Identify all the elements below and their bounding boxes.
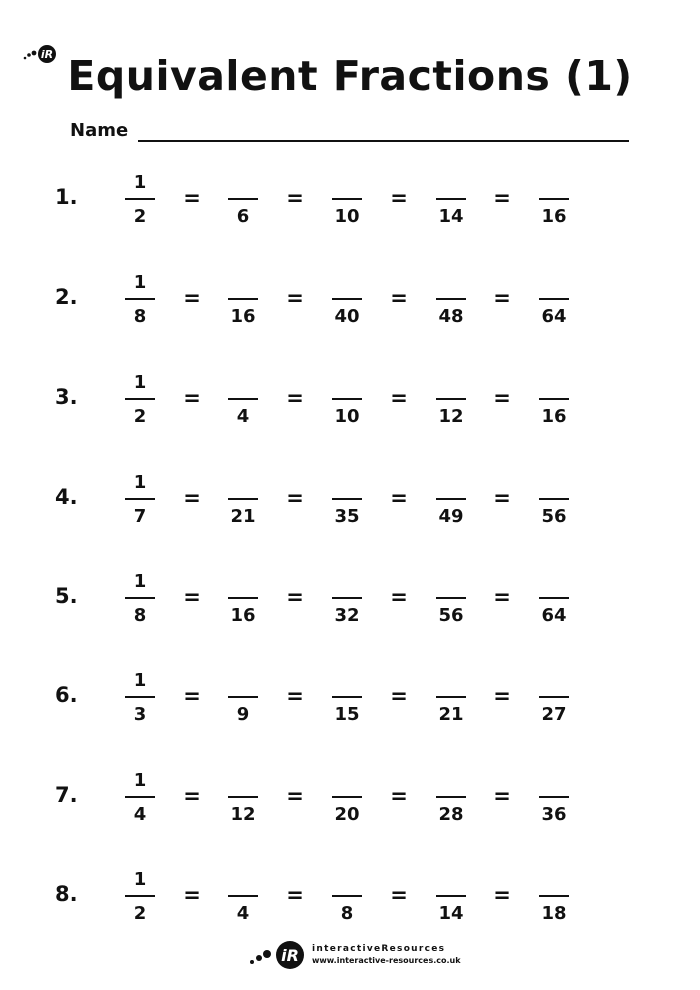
- equals-sign: =: [493, 286, 511, 310]
- denominator: 56: [541, 506, 567, 527]
- denominator: 16: [541, 406, 567, 427]
- fraction-bar: [539, 398, 569, 400]
- blank-fraction: [223, 170, 263, 240]
- fraction-bar: [436, 198, 466, 200]
- fraction-bar: [228, 498, 258, 500]
- problem-number: 4.: [55, 485, 78, 509]
- denominator: 20: [334, 804, 360, 825]
- fraction-bar: [539, 796, 569, 798]
- given-fraction: [120, 370, 160, 440]
- blank-fraction: [327, 370, 367, 440]
- blank-fraction: [327, 170, 367, 240]
- fraction-bar: [228, 696, 258, 698]
- equals-sign: =: [493, 684, 511, 708]
- denominator: 3: [133, 704, 147, 725]
- denominator: 4: [133, 804, 147, 825]
- fraction-bar: [125, 498, 155, 500]
- blank-fraction: [431, 668, 471, 738]
- blank-fraction: [534, 470, 574, 540]
- blank-fraction: [431, 867, 471, 937]
- denominator: 15: [334, 704, 360, 725]
- fraction-bar: [332, 597, 362, 599]
- fraction-bar: [228, 895, 258, 897]
- blank-fraction: [223, 569, 263, 639]
- fraction-bar: [125, 796, 155, 798]
- problem-number: 5.: [55, 584, 78, 608]
- blank-fraction: [431, 170, 471, 240]
- blank-fraction: [327, 668, 367, 738]
- blank-fraction: [534, 569, 574, 639]
- fraction-bar: [436, 298, 466, 300]
- equals-sign: =: [493, 784, 511, 808]
- equals-sign: =: [493, 585, 511, 609]
- denominator: 8: [133, 306, 147, 327]
- fraction-bar: [539, 298, 569, 300]
- equals-sign: =: [493, 186, 511, 210]
- denominator: 16: [541, 206, 567, 227]
- fraction-bar: [125, 895, 155, 897]
- denominator: 40: [334, 306, 360, 327]
- given-fraction: [120, 170, 160, 240]
- fraction-bar: [125, 298, 155, 300]
- denominator: 21: [438, 704, 464, 725]
- page-title: Equivalent Fractions (1): [67, 52, 633, 100]
- equals-sign: =: [183, 585, 201, 609]
- equals-sign: =: [286, 883, 304, 907]
- fraction-bar: [539, 498, 569, 500]
- blank-fraction: [534, 270, 574, 340]
- blank-fraction: [431, 270, 471, 340]
- footer-logo-text: iR: [281, 946, 299, 965]
- denominator: 6: [236, 206, 250, 227]
- fraction-bar: [332, 895, 362, 897]
- equals-sign: =: [390, 585, 408, 609]
- denominator: 10: [334, 406, 360, 427]
- fraction-bar: [125, 597, 155, 599]
- blank-fraction: [223, 370, 263, 440]
- fraction-bar: [436, 398, 466, 400]
- equals-sign: =: [183, 784, 201, 808]
- blank-fraction: [223, 867, 263, 937]
- numerator: 1: [133, 869, 147, 890]
- equals-sign: =: [286, 186, 304, 210]
- blank-fraction: [223, 270, 263, 340]
- problem-row: [0, 170, 700, 240]
- fraction-bar: [228, 198, 258, 200]
- denominator: 10: [334, 206, 360, 227]
- equals-sign: =: [183, 286, 201, 310]
- problem-row: [0, 569, 700, 639]
- denominator: 14: [438, 206, 464, 227]
- fraction-bar: [332, 696, 362, 698]
- fraction-bar: [228, 298, 258, 300]
- equals-sign: =: [286, 286, 304, 310]
- equals-sign: =: [183, 684, 201, 708]
- equals-sign: =: [390, 883, 408, 907]
- denominator: 9: [236, 704, 250, 725]
- denominator: 36: [541, 804, 567, 825]
- denominator: 7: [133, 506, 147, 527]
- fraction-bar: [436, 796, 466, 798]
- numerator: 1: [133, 372, 147, 393]
- ir-logo-icon: [248, 940, 306, 970]
- given-fraction: [120, 270, 160, 340]
- equals-sign: =: [183, 883, 201, 907]
- equals-sign: =: [390, 386, 408, 410]
- denominator: 16: [230, 605, 256, 626]
- equals-sign: =: [493, 486, 511, 510]
- blank-fraction: [534, 668, 574, 738]
- denominator: 4: [236, 406, 250, 427]
- fraction-bar: [539, 597, 569, 599]
- denominator: 16: [230, 306, 256, 327]
- footer-website: www.interactive-resources.co.uk: [312, 956, 461, 965]
- problem-number: 6.: [55, 683, 78, 707]
- corner-logo-text: iR: [40, 48, 54, 61]
- equals-sign: =: [183, 386, 201, 410]
- numerator: 1: [133, 172, 147, 193]
- fraction-bar: [539, 696, 569, 698]
- fraction-bar: [332, 398, 362, 400]
- problem-row: [0, 867, 700, 937]
- denominator: 35: [334, 506, 360, 527]
- denominator: 48: [438, 306, 464, 327]
- denominator: 32: [334, 605, 360, 626]
- denominator: 21: [230, 506, 256, 527]
- blank-fraction: [534, 867, 574, 937]
- problem-number: 1.: [55, 185, 78, 209]
- fraction-bar: [436, 498, 466, 500]
- denominator: 4: [236, 903, 250, 924]
- fraction-bar: [436, 696, 466, 698]
- blank-fraction: [431, 370, 471, 440]
- numerator: 1: [133, 571, 147, 592]
- problem-number: 7.: [55, 783, 78, 807]
- given-fraction: [120, 768, 160, 838]
- numerator: 1: [133, 272, 147, 293]
- denominator: 64: [541, 306, 567, 327]
- denominator: 14: [438, 903, 464, 924]
- fraction-bar: [125, 198, 155, 200]
- denominator: 12: [230, 804, 256, 825]
- equals-sign: =: [286, 784, 304, 808]
- denominator: 64: [541, 605, 567, 626]
- equals-sign: =: [286, 486, 304, 510]
- fraction-bar: [332, 498, 362, 500]
- fraction-bar: [125, 398, 155, 400]
- equals-sign: =: [390, 684, 408, 708]
- numerator: 1: [133, 770, 147, 791]
- denominator: 49: [438, 506, 464, 527]
- denominator: 2: [133, 406, 147, 427]
- given-fraction: [120, 867, 160, 937]
- footer: [248, 940, 468, 972]
- equals-sign: =: [390, 186, 408, 210]
- numerator: 1: [133, 670, 147, 691]
- given-fraction: [120, 470, 160, 540]
- equals-sign: =: [390, 784, 408, 808]
- equals-sign: =: [390, 486, 408, 510]
- given-fraction: [120, 668, 160, 738]
- fraction-bar: [228, 398, 258, 400]
- denominator: 27: [541, 704, 567, 725]
- blank-fraction: [327, 470, 367, 540]
- blank-fraction: [223, 768, 263, 838]
- fraction-bar: [228, 597, 258, 599]
- fraction-bar: [539, 895, 569, 897]
- blank-fraction: [431, 470, 471, 540]
- fraction-bar: [332, 298, 362, 300]
- fraction-bar: [436, 895, 466, 897]
- problem-row: [0, 768, 700, 838]
- name-label: Name: [70, 120, 129, 141]
- equals-sign: =: [286, 684, 304, 708]
- blank-fraction: [431, 768, 471, 838]
- fraction-bar: [228, 796, 258, 798]
- equals-sign: =: [390, 286, 408, 310]
- problem-number: 3.: [55, 385, 78, 409]
- blank-fraction: [327, 569, 367, 639]
- fraction-bar: [125, 696, 155, 698]
- fraction-bar: [332, 198, 362, 200]
- fraction-bar: [436, 597, 466, 599]
- equals-sign: =: [493, 883, 511, 907]
- denominator: 12: [438, 406, 464, 427]
- denominator: 8: [340, 903, 354, 924]
- fraction-bar: [332, 796, 362, 798]
- problem-row: [0, 668, 700, 738]
- denominator: 2: [133, 206, 147, 227]
- blank-fraction: [534, 370, 574, 440]
- equals-sign: =: [493, 386, 511, 410]
- denominator: 56: [438, 605, 464, 626]
- blank-fraction: [327, 768, 367, 838]
- footer-brand: interactiveResources: [312, 944, 446, 954]
- blank-fraction: [534, 170, 574, 240]
- blank-fraction: [327, 270, 367, 340]
- equals-sign: =: [183, 486, 201, 510]
- blank-fraction: [534, 768, 574, 838]
- problem-row: [0, 470, 700, 540]
- denominator: 18: [541, 903, 567, 924]
- blank-fraction: [223, 668, 263, 738]
- numerator: 1: [133, 472, 147, 493]
- problem-number: 2.: [55, 285, 78, 309]
- denominator: 28: [438, 804, 464, 825]
- equals-sign: =: [286, 585, 304, 609]
- equals-sign: =: [286, 386, 304, 410]
- blank-fraction: [431, 569, 471, 639]
- denominator: 2: [133, 903, 147, 924]
- equals-sign: =: [183, 186, 201, 210]
- problem-row: [0, 370, 700, 440]
- blank-fraction: [327, 867, 367, 937]
- problem-row: [0, 270, 700, 340]
- fraction-bar: [539, 198, 569, 200]
- denominator: 8: [133, 605, 147, 626]
- given-fraction: [120, 569, 160, 639]
- blank-fraction: [223, 470, 263, 540]
- problem-number: 8.: [55, 882, 78, 906]
